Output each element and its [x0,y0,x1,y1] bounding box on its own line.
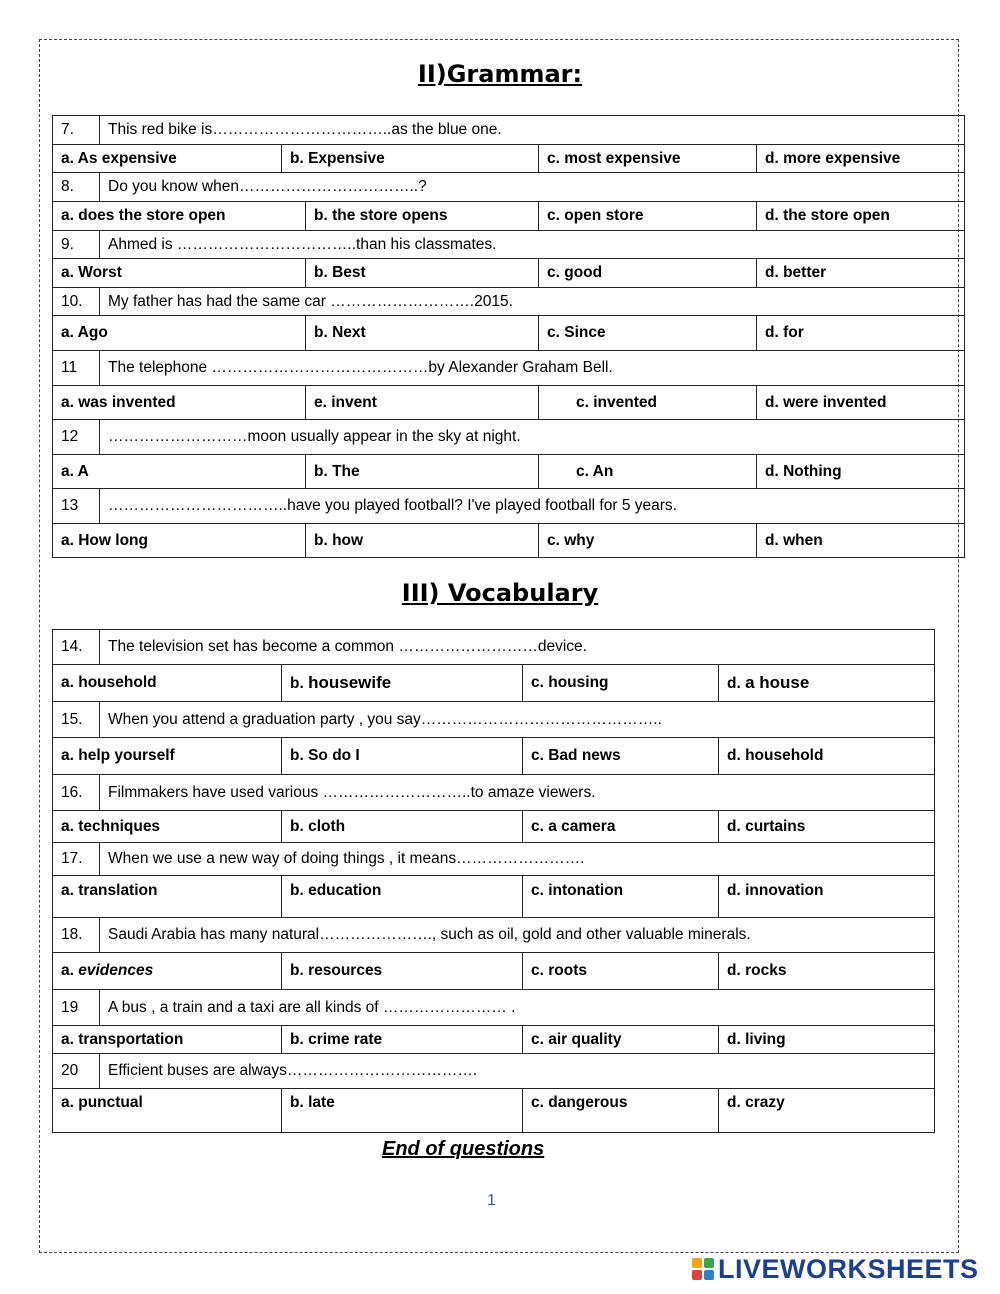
question-number: 15. [53,702,100,738]
option-d[interactable]: d. more expensive [757,145,965,173]
question-number: 20 [53,1054,100,1089]
option-c[interactable]: c. invented [539,386,757,420]
option-a[interactable]: a. punctual [53,1089,282,1133]
options-row-19 [53,1026,935,1054]
option-d[interactable]: d. living [719,1026,935,1054]
question-stem: This red bike is……………………………..as the blue one. [100,116,965,145]
question-number: 18. [53,918,100,953]
option-c[interactable]: c. Since [539,316,757,351]
question-stem: Efficient buses are always………………………………. [100,1054,935,1089]
option-d[interactable]: d. household [719,738,935,775]
question-stem: When you attend a graduation party , you say……………………………………….. [100,702,935,738]
question-stem: My father has had the same car ……………………….2015. [100,288,965,316]
option-b[interactable]: b. Best [306,259,539,288]
option-text: a house [745,673,810,692]
options-row-15 [53,738,935,775]
question-number: 9. [53,231,100,259]
question-stem: ………………………moon usually appear in the sky at night. [100,420,965,455]
question-row-12 [53,420,965,455]
question-row-18 [53,918,935,953]
option-letter: b. [290,675,309,692]
question-row-7 [53,116,965,145]
question-number: 10. [53,288,100,316]
option-c[interactable]: c. Bad news [523,738,719,775]
options-row-13 [53,524,965,558]
question-number: 11 [53,351,100,386]
option-a[interactable]: a. translation [53,876,282,918]
question-stem: Filmmakers have used various ………………………..to amaze viewers. [100,775,935,811]
end-of-questions: End of questions [382,1138,545,1160]
option-c[interactable]: c. open store [539,202,757,231]
question-stem: The telephone ……………………………………by Alexander Graham Bell. [100,351,965,386]
question-stem: The television set has become a common ………………………device. [100,630,935,665]
logo-square [704,1258,714,1268]
options-row-12 [53,455,965,489]
question-row-16 [53,775,935,811]
options-row-16 [53,811,935,843]
question-row-8 [53,173,965,202]
option-b[interactable]: b. how [306,524,539,558]
option-b[interactable]: b. the store opens [306,202,539,231]
option-b[interactable]: b. So do I [282,738,523,775]
vocabulary-heading: III) Vocabulary [401,579,599,607]
option-d[interactable]: d. curtains [719,811,935,843]
option-a[interactable]: a. As expensive [53,145,282,173]
vocabulary-table [52,629,935,1133]
question-row-15 [53,702,935,738]
options-row-9 [53,259,965,288]
grammar-heading: II)Grammar: [417,60,583,88]
option-b[interactable]: b. education [282,876,523,918]
option-d[interactable]: d. Nothing [757,455,965,489]
option-letter: a. [61,962,79,979]
option-c[interactable]: c. most expensive [539,145,757,173]
question-stem: A bus , a train and a taxi are all kinds of …………………… . [100,990,935,1026]
question-row-19 [53,990,935,1026]
option-d[interactable]: d. for [757,316,965,351]
options-row-7 [53,145,965,173]
logo-square [692,1258,702,1268]
option-text: evidences [78,962,154,979]
option-b[interactable]: b. resources [282,953,523,990]
option-c[interactable]: c. roots [523,953,719,990]
question-row-11 [53,351,965,386]
option-b[interactable]: b. crime rate [282,1026,523,1054]
question-number: 19 [53,990,100,1026]
option-c[interactable]: c. why [539,524,757,558]
option-a[interactable]: a. How long [53,524,306,558]
option-d[interactable] [719,665,935,702]
question-row-20 [53,1054,935,1089]
question-row-17 [53,843,935,876]
question-number: 14. [53,630,100,665]
grammar-table [52,115,965,558]
options-row-17 [53,876,935,918]
question-number: 7. [53,116,100,145]
option-c[interactable]: c. An [539,455,757,489]
option-d[interactable]: d. rocks [719,953,935,990]
option-a[interactable] [53,953,282,990]
options-row-10 [53,316,965,351]
options-row-20 [53,1089,935,1133]
options-row-8 [53,202,965,231]
option-a[interactable]: a. help yourself [53,738,282,775]
question-stem: ……………………………..have you played football? I've played football for 5 years. [100,489,965,524]
question-number: 17. [53,843,100,876]
option-b[interactable] [282,665,523,702]
question-number: 12 [53,420,100,455]
option-c[interactable]: c. intonation [523,876,719,918]
question-row-14 [53,630,935,665]
option-b[interactable]: b. Expensive [282,145,539,173]
option-letter: d. [727,675,746,692]
option-d[interactable]: d. were invented [757,386,965,420]
question-row-9 [53,231,965,259]
question-number: 13 [53,489,100,524]
option-a[interactable]: a. transportation [53,1026,282,1054]
option-c[interactable]: c. a camera [523,811,719,843]
option-d[interactable]: d. the store open [757,202,965,231]
liveworksheets-logo[interactable] [692,1254,979,1284]
option-d[interactable]: d. innovation [719,876,935,918]
question-stem: When we use a new way of doing things , it means……………………. [100,843,935,876]
logo-square [692,1270,702,1280]
logo-text: LIVEWORKSHEETS [718,1253,979,1284]
logo-square [704,1270,714,1280]
question-stem: Saudi Arabia has many natural…………………., such as oil, gold and other valuable minerals. [100,918,935,953]
options-row-18 [53,953,935,990]
option-c[interactable]: c. housing [523,665,719,702]
options-row-14 [53,665,935,702]
question-stem: Ahmed is ……………………………..than his classmates. [100,231,965,259]
question-number: 16. [53,775,100,811]
option-d[interactable]: d. better [757,259,965,288]
option-text: housewife [308,673,392,692]
question-stem: Do you know when……………………………..? [100,173,965,202]
option-b[interactable]: b. late [282,1089,523,1133]
logo-mark-icon [692,1258,714,1280]
question-number: 8. [53,173,100,202]
option-b[interactable]: b. cloth [282,811,523,843]
page-number: 1 [487,1192,496,1209]
option-b[interactable]: b. The [306,455,539,489]
option-a[interactable]: a. does the store open [53,202,306,231]
option-a[interactable]: a. Ago [53,316,306,351]
option-b[interactable]: e. invent [306,386,539,420]
question-row-10 [53,288,965,316]
option-c[interactable]: c. good [539,259,757,288]
option-a[interactable]: a. techniques [53,811,282,843]
question-row-13 [53,489,965,524]
option-b[interactable]: b. Next [306,316,539,351]
option-a[interactable]: a. Worst [53,259,306,288]
option-a[interactable]: a. was invented [53,386,306,420]
option-d[interactable]: d. when [757,524,965,558]
option-c[interactable]: c. air quality [523,1026,719,1054]
option-d[interactable]: d. crazy [719,1089,935,1133]
option-a[interactable]: a. household [53,665,282,702]
options-row-11 [53,386,965,420]
option-c[interactable]: c. dangerous [523,1089,719,1133]
option-a[interactable]: a. A [53,455,306,489]
